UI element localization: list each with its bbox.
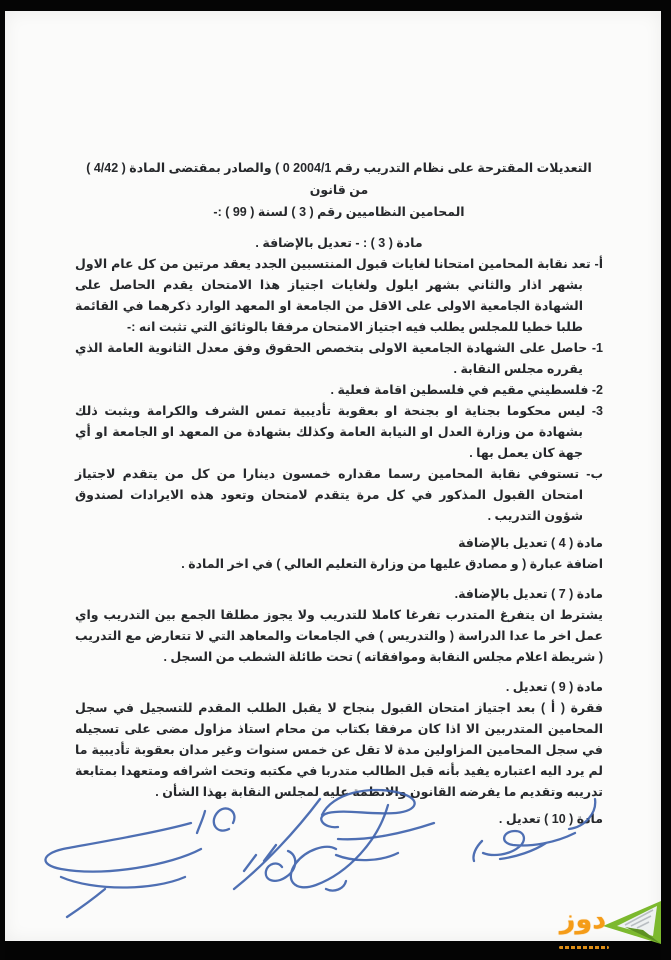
article-9-heading: مادة ( 9 ) تعديل . [505, 680, 603, 694]
brand-tagline-mark [559, 946, 609, 949]
scan-border-left [0, 0, 5, 960]
title-line-2: المحامين النظاميين رقم ( 3 ) لسنة ( 99 ) :- [213, 205, 465, 219]
list-item-2-text: فلسطيني مقيم في فلسطين اقامة فعلية . [330, 383, 589, 397]
clause-b-marker: ب- [586, 467, 604, 481]
clause-a-text: تعد نقابة المحامين امتحانا لغايات قبول المنتسبين الجدد يعقد مرتين من كل عام الاول بشهر اذار والثاني بشهر ايلول ولغايات اجتياز هذا الامتحان يقدم الحاصل على الشهادة الجامعية الاولى على الاقل من الجامعة او المعهد الوارد ذكرهما في القائمة طلبا خطيا للمجلس يطلب فيه اجتياز الامتحان مرفقا بالوثائق التي تثبت انه :- [75, 257, 591, 334]
article-9-body: فقرة ( أ ) بعد اجتياز امتحان القبول بنجاح لا يقبل الطلب المقدم للتسجيل في سجل المحامين المتدربين الا اذا كان مرفقا بكتاب من محام استاذ مزاول مضى على تسجيله في سجل المحامين المزاولين مدة لا تقل عن خمس سنوات وغير مدان بعقوبة تأديبية ما لم يرد اليه اعتباره يفيد بأنه قبل الطالب متدربا في مكتبه وتحت اشرافه ومتعهدا بمتابعة تدريبه وتقديم ما يفرضه القانون والانظمة عليه لمجلس النقابة بهذا الشأن . [75, 701, 603, 799]
list-item-3 [75, 401, 603, 464]
brand-wordmark: دوز [559, 904, 607, 934]
article-4-heading: مادة ( 4 ) تعديل بالإضافة [458, 536, 603, 550]
title-line-1: التعديلات المقترحة على نظام التدريب رقم 2004/1 0 ) والصادر بمقتضى المادة ( 4/42 ) من قانون [86, 161, 592, 197]
list-item-2 [75, 380, 603, 401]
clause-b [75, 464, 603, 527]
clause-b-text: تستوفي نقابة المحامين رسما مقداره خمسون دينارا من كل من يتقدم لاجتياز امتحان القبول المذكور في كل مرة يتقدم لامتحان وتعود هذه الايرادات لصندوق شؤون التدريب . [75, 467, 583, 523]
document-title [75, 157, 603, 223]
list-item-1-text: حاصل على الشهادة الجامعية الاولى بتخصص الحقوق وفق معدل الثانوية العامة الذي يقرره مجلس النقابة . [75, 341, 588, 376]
list-item-1-marker: 1- [591, 341, 603, 355]
document-page [5, 11, 661, 941]
list-item-3-text: ليس محكوما بجناية او بجنحة او بعقوبة تأديبية تمس الشرف والكرامة ويثبت ذلك بشهادة من وزارة العدل او النيابة العامة وكذلك بشهادة من المعهد او الجامعة او أي جهة كان يعمل بها . [75, 404, 586, 460]
clause-a-marker: أ- [594, 257, 603, 271]
article-3-heading: مادة ( 3 ) : - تعديل بالإضافة . [255, 236, 423, 250]
article-4-body: اضافة عبارة ( و مصادق عليها من وزارة التعليم العالي ) في اخر المادة . [181, 557, 603, 571]
document-content [75, 157, 603, 830]
scan-border-top [0, 0, 671, 11]
clause-a [75, 254, 603, 338]
article-7-body: يشترط ان يتفرغ المتدرب تفرغا كاملا للتدريب ولا يجوز مطلقا الجمع بين التدريب واي عمل اخر ما عدا الدراسة ( والتدريس ) في الجامعات والمعاهد التي لا تتعارض مع التدريب ( شريطة اعلام مجلس النقابة وموافقاته ) تحت طائلة الشطب من السجل . [75, 608, 603, 664]
list-item-1 [75, 338, 603, 380]
article-10-heading: مادة ( 10 ) تعديل . [498, 812, 603, 826]
news-site-watermark [553, 900, 663, 952]
scan-border-right [661, 0, 671, 960]
article-7-heading: مادة ( 7 ) تعديل بالإضافة. [454, 587, 603, 601]
list-item-2-marker: 2- [591, 383, 603, 397]
list-item-3-marker: 3- [591, 404, 603, 418]
